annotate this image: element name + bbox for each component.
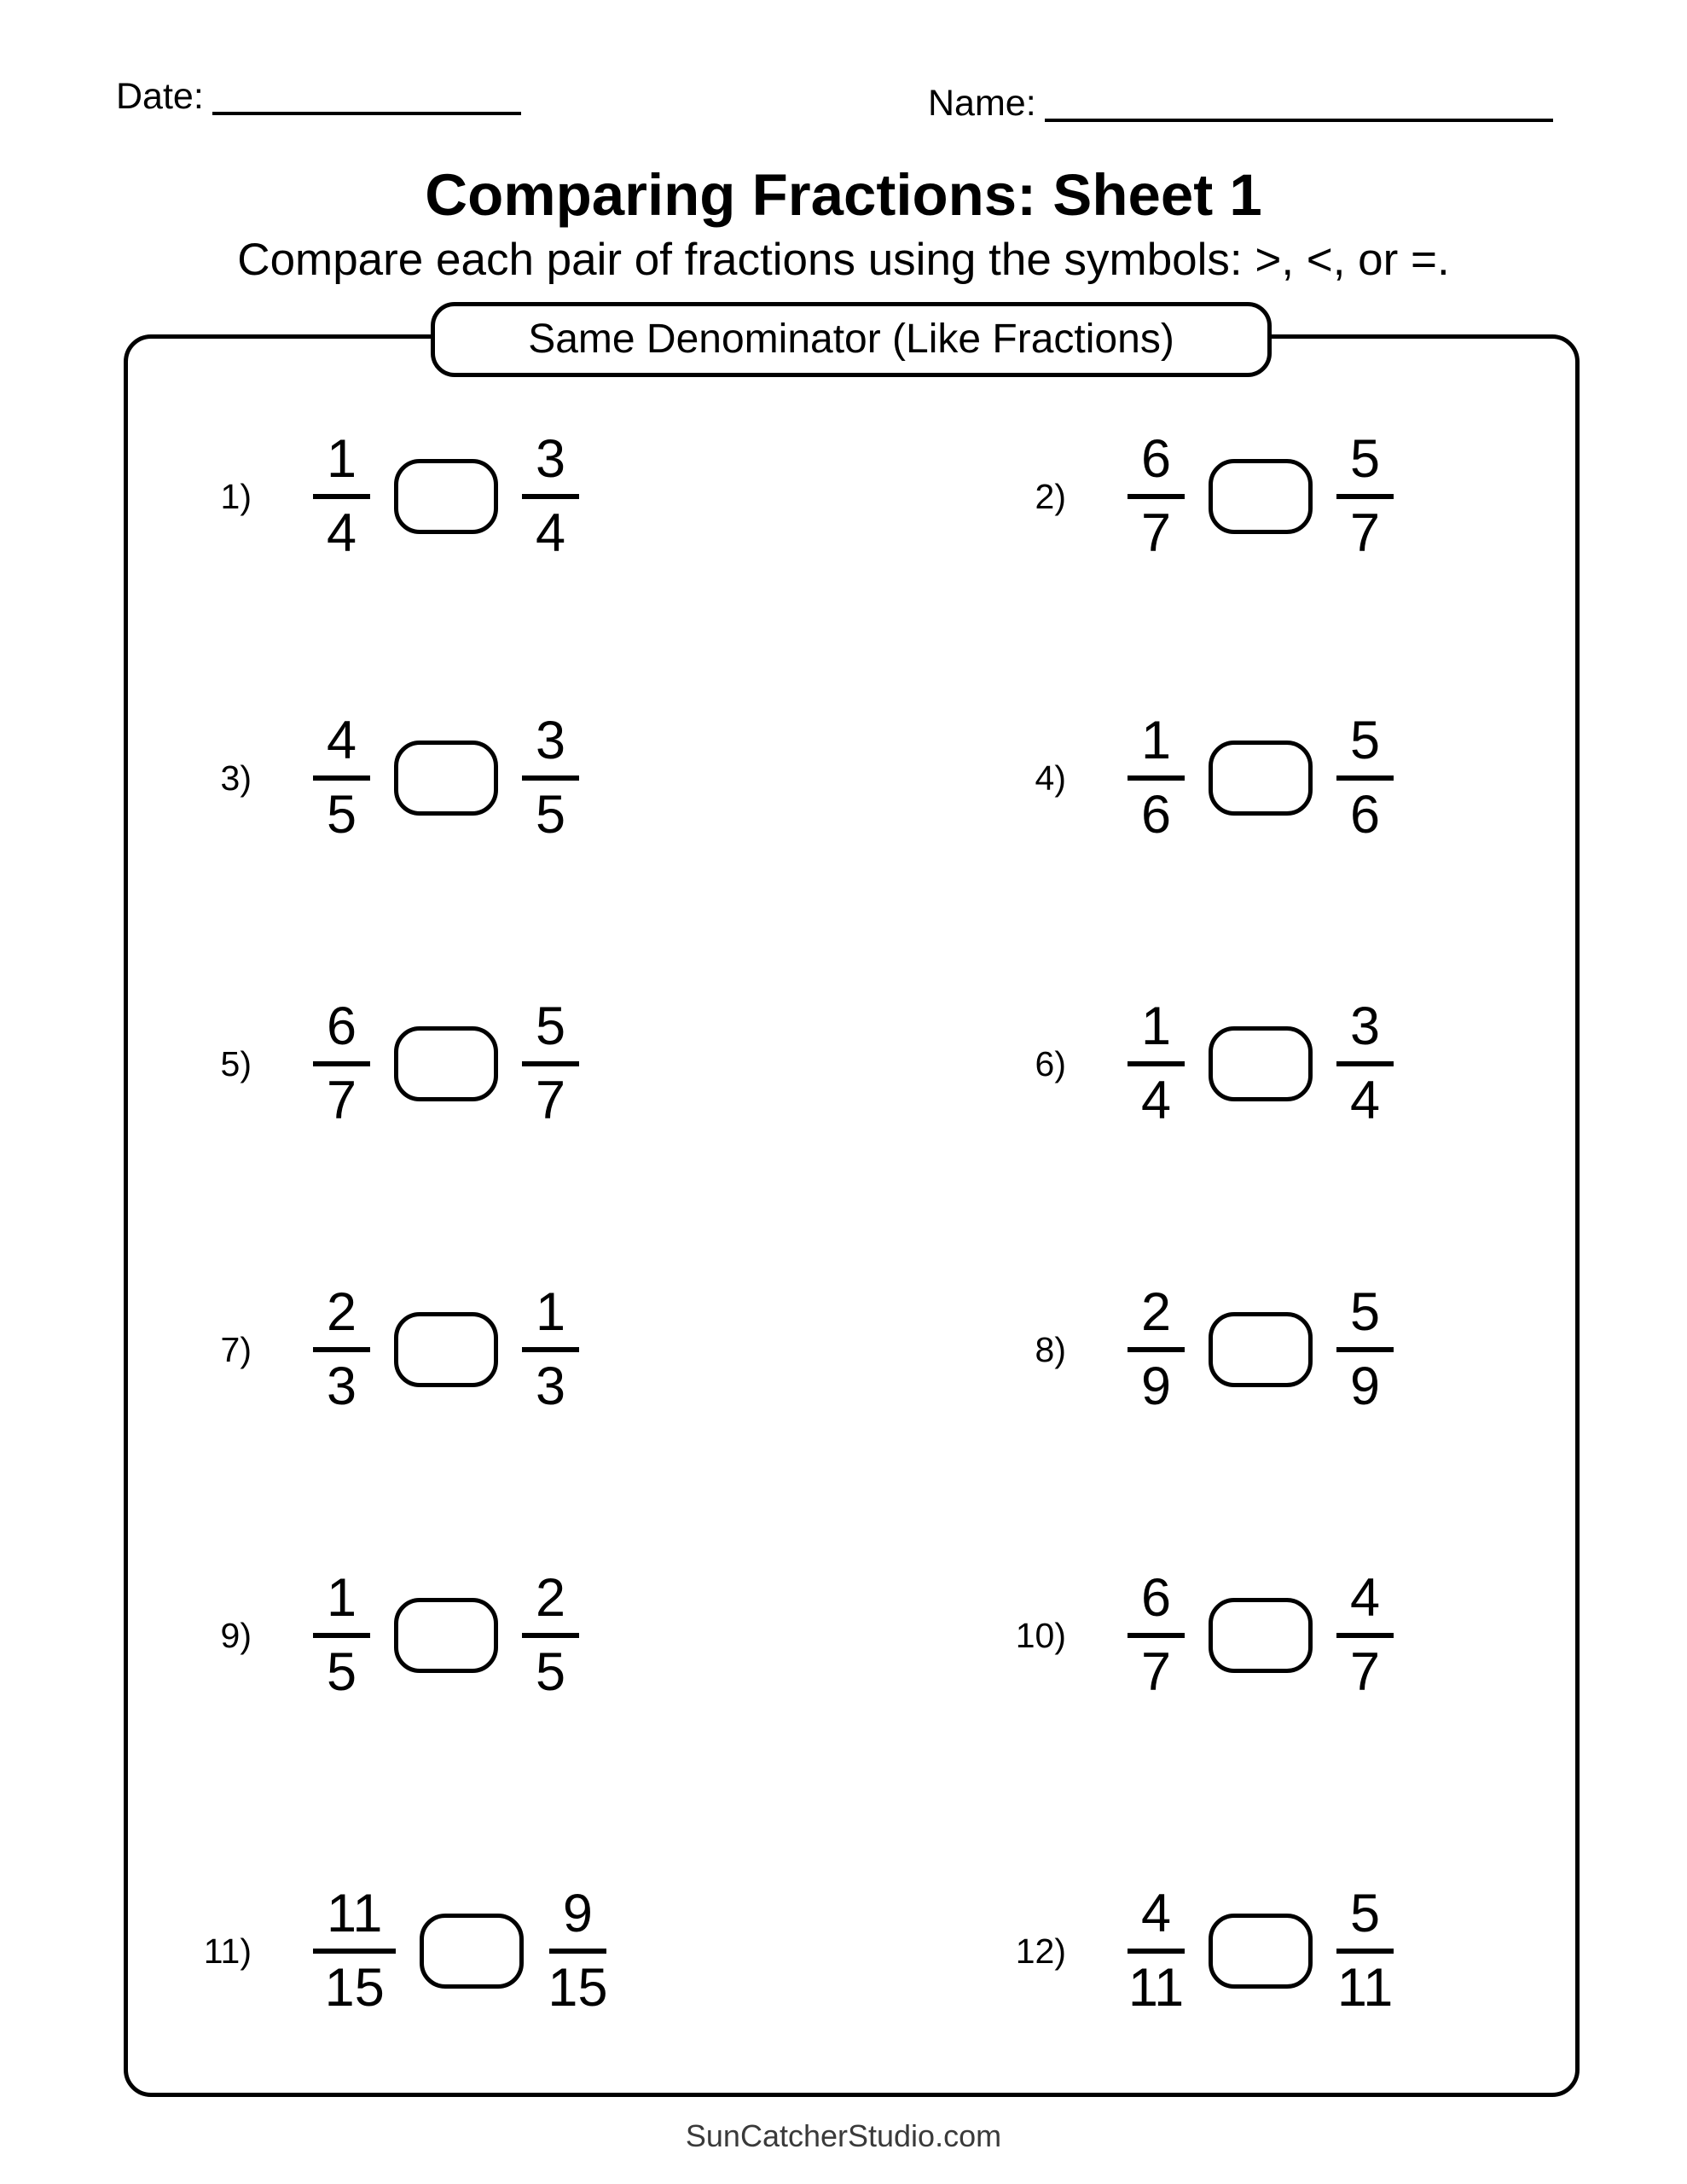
right-fraction [1336,1568,1394,1702]
left-fraction [1128,429,1185,563]
left-fraction-denominator: 5 [327,785,357,845]
problem-number: 2) [1035,476,1066,516]
right-fraction-numerator: 5 [1336,1286,1394,1352]
answer-oval[interactable] [1209,459,1313,534]
left-fraction-numerator: 1 [313,1571,370,1638]
problem-number: 6) [1035,1043,1066,1083]
left-fraction-numerator: 1 [1128,714,1185,781]
problem-12 [981,1883,1394,2019]
left-fraction [313,1884,396,2018]
left-fraction [1128,996,1185,1130]
problem-number: 10) [1015,1615,1066,1655]
right-fraction [522,1282,579,1416]
answer-oval[interactable] [394,741,498,816]
instructions-text: Compare each pair of fractions using the symbols: >, <, or =. [237,235,1450,285]
answer-oval[interactable] [1209,1312,1313,1387]
left-fraction-denominator: 4 [1141,1071,1172,1130]
right-fraction-numerator: 5 [1336,714,1394,781]
right-fraction-denominator: 5 [536,1642,566,1702]
left-fraction-denominator: 15 [324,1958,385,2018]
right-fraction-numerator: 1 [522,1286,579,1352]
left-fraction [1128,1568,1185,1702]
right-fraction-denominator: 15 [548,1958,608,2018]
left-fraction [1128,1282,1185,1416]
right-fraction [522,996,579,1130]
left-fraction [313,711,370,845]
left-fraction-numerator: 6 [1128,433,1185,499]
right-fraction-denominator: 3 [536,1356,566,1416]
name-label: Name: [928,83,1036,124]
right-fraction [1336,711,1394,845]
problem-3 [166,710,579,846]
left-fraction-denominator: 11 [1128,1958,1185,2018]
right-fraction-denominator: 11 [1336,1958,1394,2018]
problem-number: 3) [220,758,252,798]
left-fraction-denominator: 6 [1141,785,1172,845]
left-fraction-denominator: 5 [327,1642,357,1702]
left-fraction-denominator: 3 [327,1356,357,1416]
problem-number: 1) [220,476,252,516]
right-fraction [522,711,579,845]
right-fraction [1336,1282,1394,1416]
problem-number: 7) [220,1329,252,1369]
problem-7 [166,1281,579,1418]
right-fraction-denominator: 5 [536,785,566,845]
problem-10 [981,1567,1394,1704]
right-fraction-numerator: 9 [549,1887,606,1954]
left-fraction-numerator: 1 [1128,1000,1185,1066]
left-fraction-numerator: 6 [313,1000,370,1066]
answer-oval[interactable] [1209,1026,1313,1101]
left-fraction [1128,1884,1185,2018]
left-fraction-denominator: 9 [1141,1356,1172,1416]
right-fraction [1336,996,1394,1130]
answer-oval[interactable] [1209,741,1313,816]
right-fraction-denominator: 7 [1350,503,1381,563]
right-fraction [522,1568,579,1702]
right-fraction-numerator: 5 [1336,1887,1394,1954]
right-fraction-numerator: 3 [522,714,579,781]
left-fraction-numerator: 11 [313,1887,396,1954]
right-fraction-denominator: 6 [1350,785,1381,845]
problem-number: 11) [203,1931,252,1971]
right-fraction [548,1884,608,2018]
right-fraction-numerator: 5 [522,1000,579,1066]
left-fraction [313,1282,370,1416]
left-fraction-numerator: 4 [313,714,370,781]
answer-oval[interactable] [420,1914,524,1989]
left-fraction-denominator: 7 [327,1071,357,1130]
left-fraction-denominator: 4 [327,503,357,563]
answer-oval[interactable] [394,459,498,534]
left-fraction-numerator: 1 [313,433,370,499]
left-fraction [313,1568,370,1702]
right-fraction-denominator: 7 [536,1071,566,1130]
right-fraction-denominator: 7 [1350,1642,1381,1702]
section-header-tab [431,302,1272,377]
problem-6 [981,996,1394,1132]
right-fraction-numerator: 3 [522,433,579,499]
date-label: Date: [116,76,204,117]
page-title: Comparing Fractions: Sheet 1 [425,162,1262,228]
answer-oval[interactable] [1209,1914,1313,1989]
footer-website: SunCatcherStudio.com [685,2118,1002,2153]
right-fraction-denominator: 4 [1350,1071,1381,1130]
right-fraction-numerator: 3 [1336,1000,1394,1066]
right-fraction [522,429,579,563]
left-fraction-denominator: 7 [1141,503,1172,563]
problem-4 [981,710,1394,846]
problem-number: 5) [220,1043,252,1083]
problem-number: 12) [1015,1931,1066,1971]
left-fraction-numerator: 4 [1128,1887,1185,1954]
right-fraction-denominator: 4 [536,503,566,563]
problem-number: 4) [1035,758,1066,798]
left-fraction-numerator: 6 [1128,1571,1185,1638]
problem-number: 9) [220,1615,252,1655]
problem-1 [166,428,579,565]
right-fraction-numerator: 4 [1336,1571,1394,1638]
problem-2 [981,428,1394,565]
answer-oval[interactable] [394,1026,498,1101]
problem-11 [166,1883,607,2019]
left-fraction-numerator: 2 [1128,1286,1185,1352]
answer-oval[interactable] [394,1598,498,1673]
problem-5 [166,996,579,1132]
right-fraction-numerator: 5 [1336,433,1394,499]
section-title: Same Denominator (Like Fractions) [528,317,1174,362]
problem-9 [166,1567,579,1704]
right-fraction [1336,429,1394,563]
left-fraction-denominator: 7 [1141,1642,1172,1702]
problem-number: 8) [1035,1329,1066,1369]
left-fraction [1128,711,1185,845]
right-fraction-numerator: 2 [522,1571,579,1638]
problem-8 [981,1281,1394,1418]
left-fraction-numerator: 2 [313,1286,370,1352]
left-fraction [313,996,370,1130]
right-fraction-denominator: 9 [1350,1356,1381,1416]
answer-oval[interactable] [1209,1598,1313,1673]
answer-oval[interactable] [394,1312,498,1387]
left-fraction [313,429,370,563]
right-fraction [1336,1884,1394,2018]
